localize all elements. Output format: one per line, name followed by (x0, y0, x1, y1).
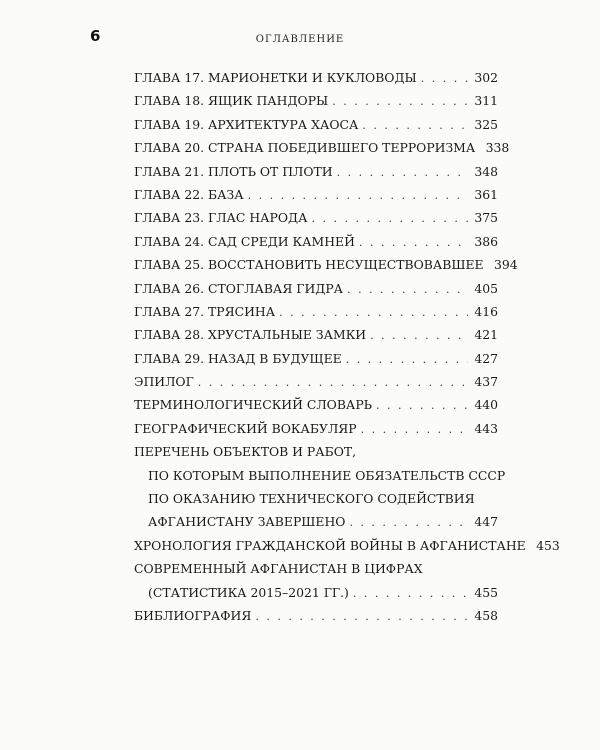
toc-entry-page-number: 458 (474, 607, 498, 623)
toc-entry (134, 393, 498, 416)
toc-entry-title: ГЛАВА 22. БАЗА (134, 186, 244, 202)
toc-entry-title: ГЕОГРАФИЧЕСКИЙ ВОКАБУЛЯР (134, 420, 357, 436)
toc-entry (134, 604, 498, 627)
toc-entry-title: БИБЛИОГРАФИЯ (134, 607, 252, 623)
dot-leader (312, 207, 469, 230)
toc-entry-title: ГЛАВА 25. ВОССТАНОВИТЬ НЕСУЩЕСТВОВАВШЕЕ (134, 257, 484, 273)
toc-entry-page-number: 427 (474, 350, 498, 366)
dot-leader (255, 605, 468, 628)
toc-entry (134, 417, 498, 440)
toc-entry (134, 136, 510, 159)
toc-entry-page-number: 348 (474, 163, 498, 179)
toc-entry-title-line: ПЕРЕЧЕНЬ ОБЪЕКТОВ И РАБОТ, (134, 444, 357, 460)
toc-entry-page-number: 440 (474, 397, 498, 413)
toc-entry-page-number: 453 (536, 537, 560, 553)
toc-entry (134, 440, 506, 534)
toc-entry (134, 206, 498, 229)
toc-entry-page-number: 311 (474, 93, 498, 109)
toc-entry (134, 370, 498, 393)
toc-entry-title-line: ПО ОКАЗАНИЮ ТЕХНИЧЕСКОГО СОДЕЙСТВИЯ (148, 491, 475, 507)
toc-entry-title: ГЛАВА 26. СТОГЛАВАЯ ГИДРА (134, 280, 344, 296)
toc-entry-title-line: СОВРЕМЕННЫЙ АФГАНИСТАН В ЦИФРАХ (134, 561, 423, 577)
toc-entry-title: ГЛАВА 17. МАРИОНЕТКИ И КУКЛОВОДЫ (134, 70, 417, 85)
toc-entry-title: ГЛАВА 24. САД СРЕДИ КАМНЕЙ (134, 233, 355, 249)
toc-entry-title: ГЛАВА 18. ЯЩИК ПАНДОРЫ (134, 93, 329, 109)
toc-entry-title: ГЛАВА 21. ПЛОТЬ ОТ ПЛОТИ (134, 163, 333, 179)
toc-entry-title: ГЛАВА 27. ТРЯСИНА (134, 303, 276, 319)
toc-entry-page-number: 338 (485, 140, 510, 156)
toc-entry-title: ГЛАВА 28. ХРУСТАЛЬНЫЕ ЗАМКИ (134, 327, 367, 343)
dot-leader (376, 394, 468, 417)
dot-leader (337, 161, 468, 184)
toc-entry-title: АФГАНИСТАНУ ЗАВЕРШЕНО (148, 514, 346, 530)
toc-entry-page-number: 302 (474, 70, 498, 85)
dot-leader (198, 371, 468, 394)
toc-entry-title: ЭПИЛОГ (134, 374, 194, 390)
dot-leader (346, 348, 468, 371)
running-title: ОГЛАВЛЕНИЕ (255, 34, 345, 45)
toc-entry (134, 230, 498, 253)
toc-entry (134, 534, 560, 557)
toc-entry (134, 300, 498, 323)
toc-entry-title-line: ПО КОТОРЫМ ВЫПОЛНЕНИЕ ОБЯЗАТЕЛЬСТВ СССР (148, 467, 506, 483)
dot-leader (353, 582, 468, 605)
toc-entry-page-number: 361 (474, 186, 498, 202)
toc-entry-title: ГЛАВА 19. АРХИТЕКТУРА ХАОСА (134, 116, 359, 132)
toc-entry-title: ГЛАВА 29. НАЗАД В БУДУЩЕЕ (134, 350, 342, 366)
toc-entry (134, 89, 498, 112)
dot-leader (248, 184, 468, 207)
toc-entry-page-number: 325 (474, 116, 498, 132)
toc-entry-page-number: 455 (474, 584, 498, 600)
toc-entry-page-number: 443 (474, 420, 498, 436)
table-of-contents (134, 66, 560, 627)
toc-entry-page-number: 386 (474, 233, 498, 249)
toc-entry-title: ХРОНОЛОГИЯ ГРАЖДАНСКОЙ ВОЙНЫ В АФГАНИСТАНЕ (134, 537, 526, 553)
dot-leader (349, 511, 468, 534)
toc-entry (134, 347, 498, 370)
toc-entry-page-number: 375 (474, 210, 498, 226)
page-number: 6 (90, 27, 101, 45)
dot-leader (370, 324, 468, 347)
toc-entry-page-number: 447 (474, 514, 498, 530)
dot-leader (359, 231, 468, 254)
toc-entry-page-number: 421 (474, 327, 498, 343)
toc-entry (134, 113, 498, 136)
toc-entry-page-number: 405 (474, 280, 498, 296)
dot-leader (421, 67, 468, 90)
toc-entry (134, 323, 498, 346)
toc-entry (134, 277, 498, 300)
toc-entry (134, 557, 498, 604)
dot-leader (332, 90, 468, 113)
toc-entry (134, 160, 498, 183)
dot-leader (362, 114, 468, 137)
dot-leader (361, 418, 468, 441)
toc-entry-title: ГЛАВА 20. СТРАНА ПОБЕДИВШЕГО ТЕРРОРИЗМА (134, 140, 476, 156)
toc-entry (134, 183, 498, 206)
toc-entry-title: ГЛАВА 23. ГЛАС НАРОДА (134, 210, 308, 226)
toc-entry (134, 66, 498, 89)
toc-entry-title: ТЕРМИНОЛОГИЧЕСКИЙ СЛОВАРЬ (134, 397, 373, 413)
toc-entry-page-number: 437 (474, 374, 498, 390)
dot-leader (279, 301, 468, 324)
toc-entry-page-number: 394 (493, 257, 518, 273)
dot-leader (347, 278, 468, 301)
toc-entry-title: (СТАТИСТИКА 2015–2021 ГГ.) (148, 584, 349, 600)
toc-entry (134, 253, 518, 276)
toc-entry-page-number: 416 (474, 303, 498, 319)
